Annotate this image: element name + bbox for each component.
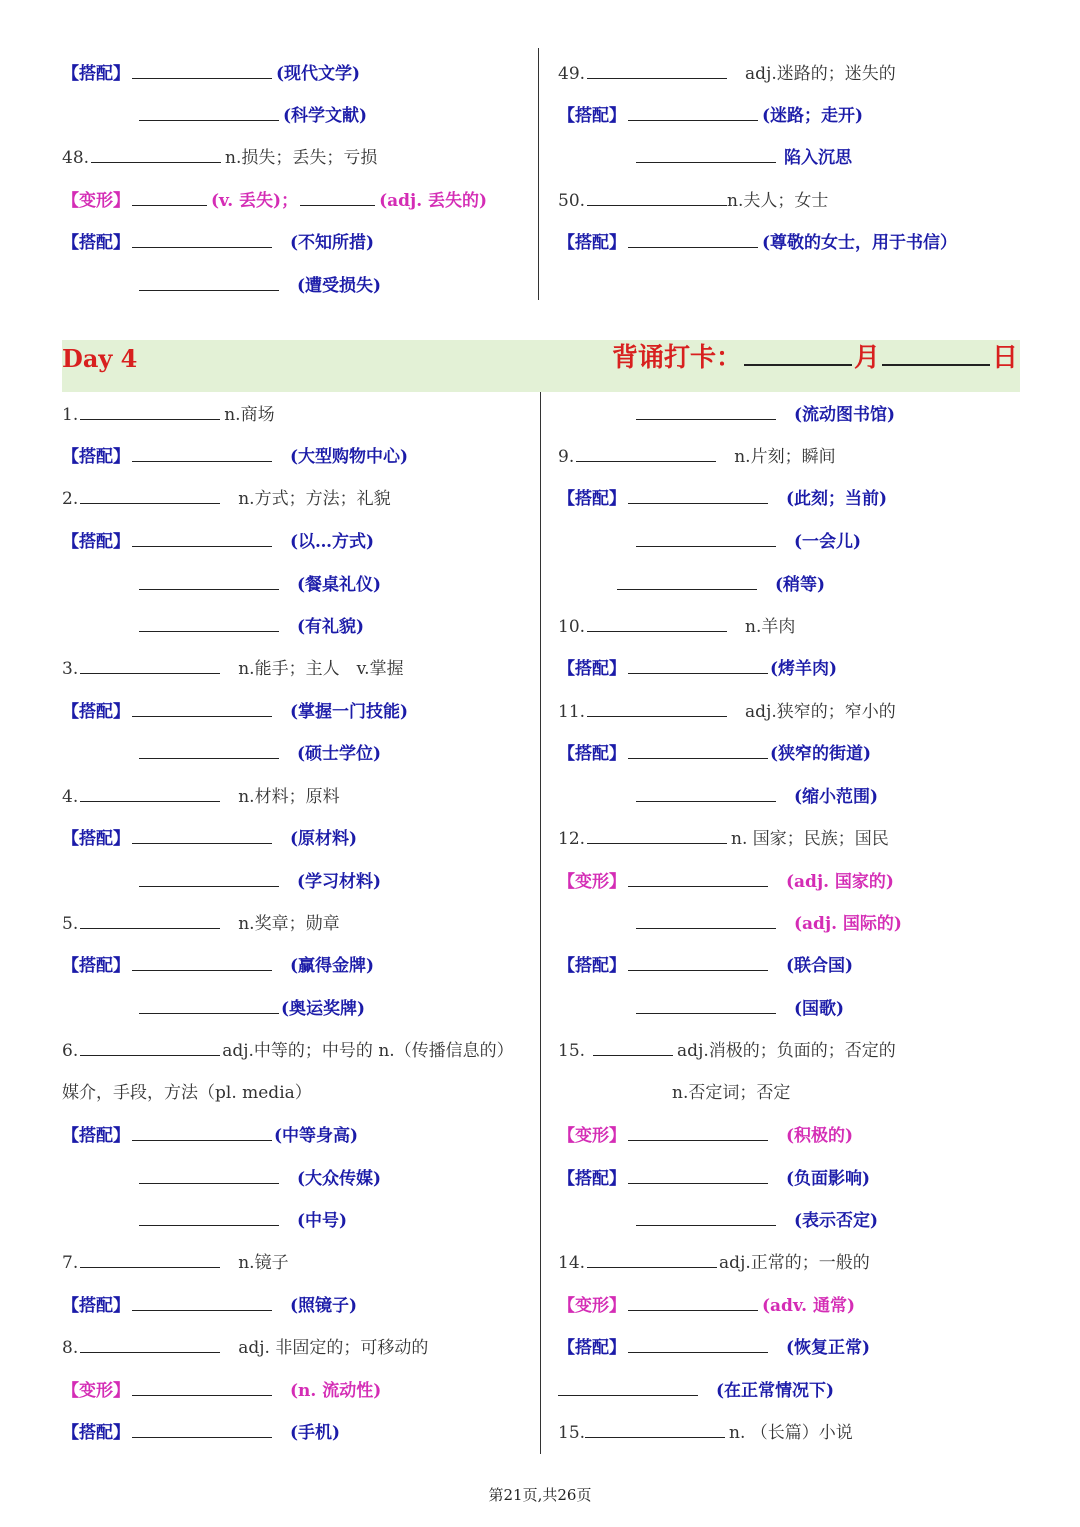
answer-blank[interactable] (132, 530, 272, 547)
collocation-row (137, 104, 367, 126)
collocation-row (558, 1379, 834, 1401)
item-number: 5. (62, 914, 79, 934)
phrase: (尊敬的女士，用于书信） (762, 233, 958, 253)
answer-blank[interactable] (91, 146, 221, 163)
answer-blank[interactable] (636, 912, 776, 929)
answer-blank[interactable] (628, 742, 768, 759)
answer-blank[interactable] (132, 445, 272, 462)
definition: n.夫人；女士 (727, 191, 829, 211)
day-title: Day 4 (62, 344, 138, 373)
collocation-tag: 【搭配】 (558, 489, 626, 509)
collocation-row (62, 700, 408, 722)
word-row (62, 1039, 514, 1061)
answer-blank[interactable] (139, 997, 279, 1014)
definition: adj.正常的；一般的 (719, 1253, 870, 1273)
definition: 媒介，手段，方法（pl. media） (62, 1083, 312, 1103)
phrase: (负面影响) (786, 1169, 871, 1189)
collocation-row (137, 615, 364, 637)
item-number: 7. (62, 1253, 79, 1273)
collocation-tag: 【搭配】 (62, 829, 130, 849)
variant-phrase: (积极的) (786, 1126, 854, 1146)
variant-phrase: (adv. 通常) (762, 1296, 855, 1316)
answer-blank[interactable] (636, 146, 776, 163)
collocation-tag: 【搭配】 (558, 744, 626, 764)
phrase: (大型购物中心) (290, 447, 409, 467)
collocation-tag: 【搭配】 (558, 1169, 626, 1189)
column-divider-top (538, 48, 539, 300)
collocation-row (634, 1209, 878, 1231)
collocation-row (558, 1167, 870, 1189)
day-blank[interactable] (882, 340, 990, 366)
item-number: 11. (558, 702, 586, 722)
collocation-row (558, 231, 957, 253)
word-row (62, 1251, 289, 1273)
answer-blank[interactable] (132, 827, 272, 844)
word-row (62, 657, 404, 679)
phrase: (稍等) (775, 575, 826, 595)
phrase: (不知所措) (290, 233, 375, 253)
phrase: 陷入沉思 (784, 148, 852, 168)
phrase: (此刻；当前) (786, 489, 888, 509)
item-number: 49. (558, 64, 586, 84)
definition: n.损失；丢失；亏损 (225, 148, 378, 168)
phrase: (表示否定) (794, 1211, 879, 1231)
collocation-row (634, 403, 895, 425)
variant-phrase: (adj. 国际的) (794, 914, 902, 934)
item-number: 12. (558, 829, 586, 849)
phrase: (缩小范围) (794, 787, 879, 807)
collocation-row (634, 785, 878, 807)
collocation-row (137, 1209, 347, 1231)
collocation-tag: 【搭配】 (62, 233, 130, 253)
answer-blank[interactable] (139, 1167, 279, 1184)
phrase: (以…方式) (290, 532, 375, 552)
phrase: (迷路；走开) (762, 106, 864, 126)
answer-blank[interactable] (132, 1421, 272, 1438)
collocation-tag: 【搭配】 (62, 956, 130, 976)
word-row (62, 146, 377, 168)
answer-blank[interactable] (139, 274, 279, 291)
word-row (558, 1251, 870, 1273)
variant-tag: 【变形】 (558, 872, 626, 892)
phrase: (硕士学位) (297, 744, 382, 764)
item-number: 3. (62, 659, 79, 679)
month-blank[interactable] (744, 340, 852, 366)
definition: adj.迷路的；迷失的 (745, 64, 896, 84)
definition: n.能手；主人 v.掌握 (238, 659, 404, 679)
variant-row (558, 1294, 855, 1316)
phrase: (烤羊肉) (770, 659, 838, 679)
answer-blank[interactable] (628, 657, 768, 674)
collocation-row (62, 231, 374, 253)
item-number: 15. (558, 1423, 586, 1443)
collocation-tag: 【搭配】 (558, 956, 626, 976)
variant-tag: 【变形】 (558, 1296, 626, 1316)
checkin-row (612, 340, 1018, 376)
item-number: 10. (558, 617, 586, 637)
page-footer: 第21页,共26页 (488, 1486, 592, 1504)
definition: adj.中等的；中号的 n.（传播信息的） (222, 1041, 514, 1061)
phrase: (狭窄的街道) (770, 744, 872, 764)
phrase: (恢复正常) (786, 1338, 871, 1358)
variant-tag: 【变形】 (62, 1381, 130, 1401)
answer-blank[interactable] (80, 403, 220, 420)
variant-row (62, 189, 487, 211)
answer-blank[interactable] (636, 403, 776, 420)
definition: n.方式；方法；礼貌 (238, 489, 391, 509)
phrase: (大众传媒) (297, 1169, 382, 1189)
collocation-row (137, 274, 381, 296)
phrase: (科学文献) (283, 106, 368, 126)
answer-blank[interactable] (628, 954, 768, 971)
answer-blank[interactable] (628, 1336, 768, 1353)
answer-blank[interactable] (80, 1251, 220, 1268)
phrase: (流动图书馆) (794, 405, 896, 425)
variant-row (558, 1124, 853, 1146)
definition: n. 国家；民族；国民 (731, 829, 889, 849)
item-number: 50. (558, 191, 586, 211)
collocation-row (62, 62, 360, 84)
answer-blank[interactable] (576, 445, 716, 462)
collocation-row (62, 1421, 340, 1443)
collocation-tag: 【搭配】 (62, 532, 130, 552)
answer-blank[interactable] (587, 189, 727, 206)
definition: n.奖章；勋章 (238, 914, 340, 934)
collocation-row (137, 573, 381, 595)
word-row (62, 487, 391, 509)
collocation-row (137, 870, 381, 892)
definition: n.片刻；瞬间 (734, 447, 836, 467)
word-row (62, 912, 340, 934)
answer-blank[interactable] (139, 1209, 279, 1226)
collocation-row (634, 997, 844, 1019)
answer-blank[interactable] (80, 657, 220, 674)
answer-blank[interactable] (558, 1379, 698, 1396)
answer-blank[interactable] (628, 104, 758, 121)
phrase: (照镜子) (290, 1296, 358, 1316)
word-row (558, 62, 896, 84)
answer-blank[interactable] (139, 742, 279, 759)
variant-tag: 【变形】 (558, 1126, 626, 1146)
answer-blank[interactable] (132, 189, 207, 206)
collocation-tag: 【搭配】 (62, 64, 130, 84)
collocation-row (62, 954, 374, 976)
collocation-row (634, 146, 852, 168)
collocation-tag: 【搭配】 (62, 447, 130, 467)
word-row (558, 445, 836, 467)
answer-blank[interactable] (80, 912, 220, 929)
collocation-row (62, 827, 357, 849)
variant-phrase: (n. 流动性) (290, 1381, 382, 1401)
variant-tag: 【变形】 (62, 191, 130, 211)
answer-blank[interactable] (139, 573, 279, 590)
phrase: (联合国) (786, 956, 854, 976)
answer-blank[interactable] (628, 1167, 768, 1184)
answer-blank[interactable] (636, 997, 776, 1014)
item-number: 48. (62, 148, 90, 168)
checkin-label: 背诵打卡： (611, 343, 742, 373)
item-number: 14. (558, 1253, 586, 1273)
phrase: (中等身高) (274, 1126, 359, 1146)
answer-blank[interactable] (139, 615, 279, 632)
phrase: (一会儿) (794, 532, 862, 552)
item-number: 2. (62, 489, 79, 509)
collocation-row (137, 1167, 381, 1189)
phrase: (奥运奖牌) (281, 999, 366, 1019)
variant-phrase: (adj. 国家的) (786, 872, 894, 892)
variant-row (634, 912, 902, 934)
word-row (558, 615, 795, 637)
collocation-row (634, 530, 861, 552)
answer-blank[interactable] (587, 615, 727, 632)
collocation-tag: 【搭配】 (62, 1423, 130, 1443)
definition: n.否定词；否定 (672, 1083, 791, 1103)
collocation-row (558, 487, 887, 509)
phrase: (中号) (297, 1211, 348, 1231)
column-divider-main (540, 392, 541, 1454)
phrase: (原材料) (290, 829, 358, 849)
collocation-row (62, 1294, 357, 1316)
answer-blank[interactable] (628, 1294, 758, 1311)
answer-blank[interactable] (587, 1251, 717, 1268)
answer-blank[interactable] (300, 189, 375, 206)
answer-blank[interactable] (628, 1124, 768, 1141)
answer-blank[interactable] (132, 954, 272, 971)
collocation-tag: 【搭配】 (558, 106, 626, 126)
collocation-row (615, 573, 825, 595)
phrase: (在正常情况下) (716, 1381, 835, 1401)
answer-blank[interactable] (132, 700, 272, 717)
answer-blank[interactable] (585, 1421, 725, 1438)
word-row (62, 785, 340, 807)
definition: n.商场 (224, 405, 275, 425)
answer-blank[interactable] (587, 827, 727, 844)
collocation-tag: 【搭配】 (62, 702, 130, 722)
phrase: (手机) (290, 1423, 341, 1443)
answer-blank[interactable] (628, 870, 768, 887)
phrase: (有礼貌) (297, 617, 365, 637)
item-number: 1. (62, 405, 79, 425)
answer-blank[interactable] (132, 1294, 272, 1311)
definition: n. （长篇）小说 (729, 1423, 853, 1443)
answer-blank[interactable] (80, 1039, 220, 1056)
word-row (558, 1421, 853, 1443)
word-row (558, 1039, 896, 1061)
variant-phrase: (adj. 丢失的) (379, 191, 488, 211)
variant-row (558, 870, 894, 892)
answer-blank[interactable] (139, 104, 279, 121)
phrase: (赢得金牌) (290, 956, 375, 976)
answer-blank[interactable] (593, 1039, 673, 1056)
collocation-tag: 【搭配】 (558, 1338, 626, 1358)
variant-phrase: (v. 丢失)； (211, 191, 299, 211)
word-row (558, 700, 896, 722)
word-row (558, 189, 828, 211)
answer-blank[interactable] (636, 530, 776, 547)
phrase: (国歌) (794, 999, 845, 1019)
definition-continued (62, 1082, 312, 1104)
answer-blank[interactable] (587, 62, 727, 79)
phrase: (餐桌礼仪) (297, 575, 382, 595)
word-row (62, 403, 275, 425)
month-label: 月 (853, 343, 880, 373)
definition: n.羊肉 (745, 617, 796, 637)
phrase: (现代文学) (276, 64, 361, 84)
answer-blank[interactable] (80, 1336, 220, 1353)
collocation-tag: 【搭配】 (62, 1296, 130, 1316)
answer-blank[interactable] (139, 870, 279, 887)
definition: n.镜子 (238, 1253, 289, 1273)
word-row (558, 827, 889, 849)
item-number: 6. (62, 1041, 79, 1061)
collocation-row (137, 742, 381, 764)
answer-blank[interactable] (617, 573, 757, 590)
collocation-row (558, 657, 837, 679)
answer-blank[interactable] (80, 785, 220, 802)
day-label: 日 (991, 343, 1018, 373)
collocation-tag: 【搭配】 (62, 1126, 130, 1146)
collocation-row (62, 445, 408, 467)
answer-blank[interactable] (132, 231, 272, 248)
definition: adj.狭窄的；窄小的 (745, 702, 896, 722)
collocation-row (558, 1336, 870, 1358)
phrase: (学习材料) (297, 872, 382, 892)
answer-blank[interactable] (636, 785, 776, 802)
answer-blank[interactable] (628, 487, 768, 504)
definition: n.材料；原料 (238, 787, 340, 807)
item-number: 4. (62, 787, 79, 807)
variant-row (62, 1379, 381, 1401)
collocation-row (558, 104, 863, 126)
answer-blank[interactable] (132, 1124, 272, 1141)
phrase: (掌握一门技能) (290, 702, 409, 722)
answer-blank[interactable] (628, 231, 758, 248)
answer-blank[interactable] (587, 700, 727, 717)
answer-blank[interactable] (80, 487, 220, 504)
item-number: 8. (62, 1338, 79, 1358)
answer-blank[interactable] (132, 1379, 272, 1396)
collocation-tag: 【搭配】 (558, 659, 626, 679)
collocation-row (558, 742, 871, 764)
definition-continued (672, 1082, 790, 1104)
collocation-row (558, 954, 853, 976)
definition: adj.消极的；负面的；否定的 (677, 1041, 896, 1061)
definition: adj. 非固定的；可移动的 (238, 1338, 429, 1358)
answer-blank[interactable] (132, 62, 272, 79)
collocation-row (137, 997, 365, 1019)
word-row (62, 1336, 428, 1358)
item-number: 9. (558, 447, 575, 467)
collocation-row (62, 530, 374, 552)
answer-blank[interactable] (636, 1209, 776, 1226)
item-number: 15. (558, 1041, 586, 1061)
collocation-tag: 【搭配】 (558, 233, 626, 253)
collocation-row (62, 1124, 358, 1146)
phrase: (遭受损失) (297, 276, 382, 296)
